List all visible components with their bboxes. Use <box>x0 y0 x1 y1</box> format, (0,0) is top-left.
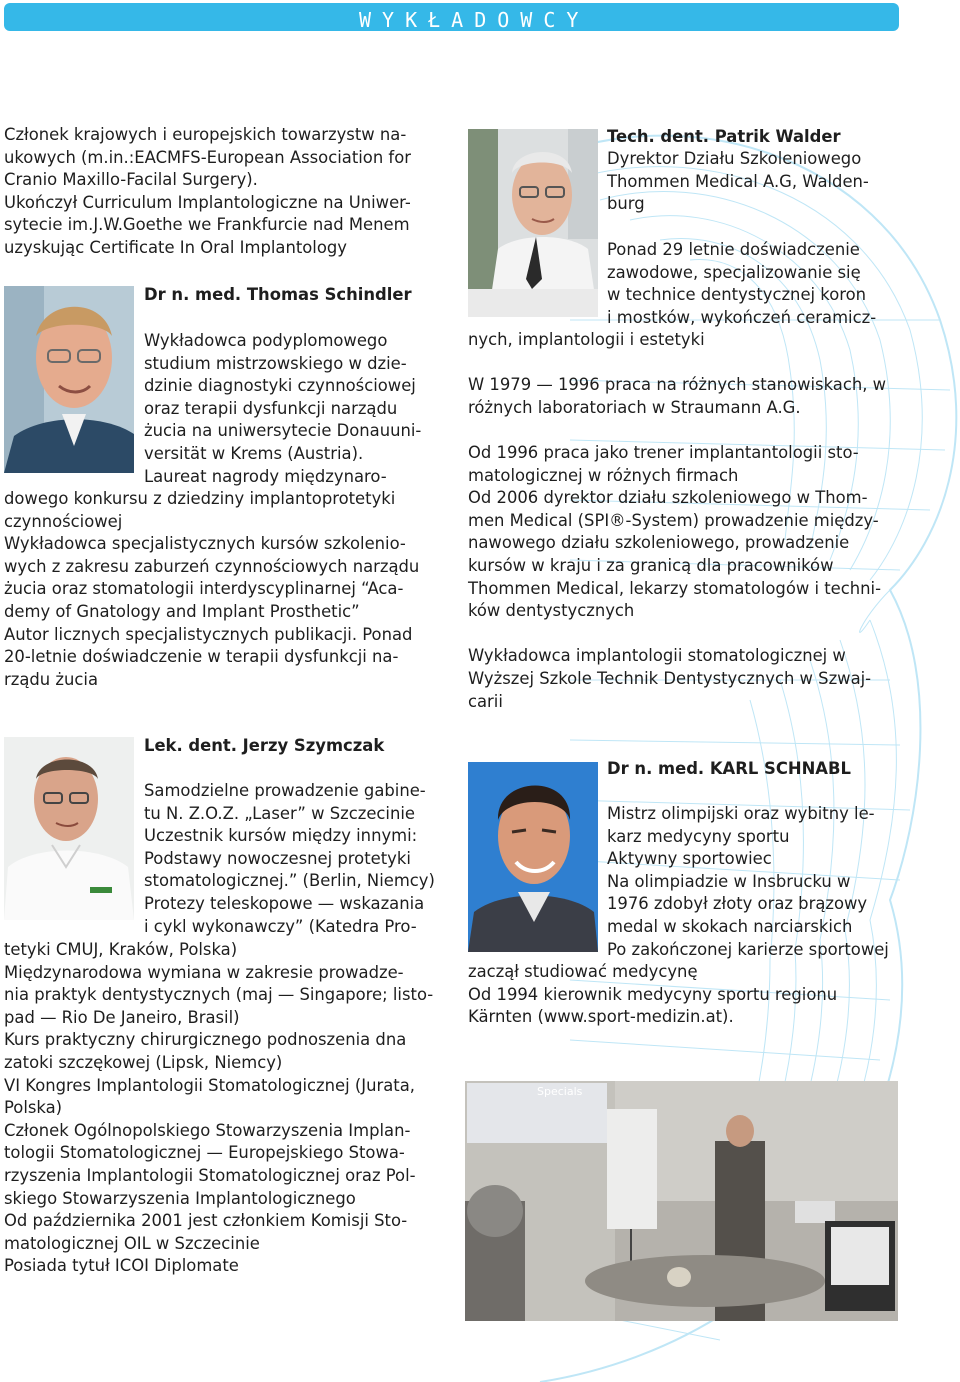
text-line: Posiada tytuł ICOI Diplomate <box>4 1256 239 1276</box>
text-line: Wykładowca implantologii stomatologicznej w <box>468 646 846 666</box>
text-line: Uczestnik kursów między innymi: <box>144 826 418 846</box>
text-line: 20-letnie doświadczenie w terapii dysfunkcji na- <box>4 647 399 667</box>
position-walder <box>607 148 869 216</box>
text-line: Thommen Medical, lekarzy stomatologów i techni- <box>468 578 882 598</box>
bio-schnabl-indented <box>607 803 889 961</box>
text-line: i cykl wykonawczy” (Katedra Pro- <box>144 916 417 936</box>
text-line: Od października 2001 jest członkiem Komisji Sto- <box>4 1211 408 1231</box>
text-line: zatoki szczękowej (Lipsk, Niemcy) <box>4 1052 283 1072</box>
text-line: W 1979 — 1996 praca na różnych stanowiskach, w <box>468 375 887 395</box>
text-line: Po zakończonej karierze sportowej <box>607 939 889 959</box>
text-line: ków dentystycznych <box>468 601 635 621</box>
text-line <box>468 623 886 646</box>
text-line: burg <box>607 194 645 214</box>
portrait-photo-schnabl <box>468 762 598 952</box>
text-line: oraz terapii dysfunkcji narządu <box>144 398 398 418</box>
lecturer-name-schindler: Dr n. med. Thomas Schindler <box>144 285 412 304</box>
text-line: żucia oraz stomatologii interdyscyplinarnej “Aca- <box>4 579 404 599</box>
text-line: Od 2006 dyrektor działu szkoleniowego w Thom- <box>468 488 868 508</box>
text-line: carii <box>468 691 503 711</box>
text-line: Autor licznych specjalistycznych publikacji. Ponad <box>4 624 413 644</box>
text-line: i mostków, wykończeń ceramicz- <box>607 307 877 327</box>
lecturer-name-walder: Tech. dent. Patrik Walder <box>607 127 841 146</box>
intro-text <box>4 124 411 260</box>
text-line: men Medical (SPI®-System) prowadzenie między- <box>468 510 879 530</box>
bio-walder-full <box>468 329 886 713</box>
header-bar <box>4 3 899 31</box>
text-line: karz medycyny sportu <box>607 826 790 846</box>
text-line: skiego Stowarzyszenia Implantologicznego <box>4 1188 356 1208</box>
text-line: Protezy teleskopowe — wskazania <box>144 893 425 913</box>
text-line: w technice dentystycznej koron <box>607 285 867 305</box>
text-line: rządu żucia <box>4 669 98 689</box>
text-line: Wyższej Szkole Technik Dentystycznych w Szwaj- <box>468 668 872 688</box>
text-line: Ukończył Curriculum Implantologiczne na Uniwer- <box>4 192 411 212</box>
text-line: żucia na uniwersytecie Donauuni- <box>144 421 422 441</box>
text-line: Dyrektor Działu Szkoleniowego <box>607 149 862 168</box>
text-line: Polska) <box>4 1098 63 1118</box>
text-line: Mistrz olimpijski oraz wybitny le- <box>607 804 875 823</box>
text-line: matologicznej OIL w Szczecinie <box>4 1233 260 1253</box>
text-line: dzinie diagnostyki czynnościowej <box>144 376 416 396</box>
bio-schnabl-full <box>468 961 837 1029</box>
text-line: 1976 zdobył złoty oraz brązowy <box>607 894 868 914</box>
text-line: nych, implantologii i estetyki <box>468 330 705 349</box>
text-line: różnych laboratoriach w Straumann A.G. <box>468 397 801 417</box>
text-line: Członek Ogólnopolskiego Stowarzyszenia Implan- <box>4 1120 411 1140</box>
text-line: matologicznej w różnych firmach <box>468 465 739 485</box>
text-line <box>468 352 886 375</box>
text-line: wych z zakresu zaburzeń czynnościowych narządu <box>4 556 420 576</box>
text-line: Członek krajowych i europejskich towarzystw na- <box>4 125 407 144</box>
text-line: Podstawy nowoczesnej protetyki <box>144 848 411 868</box>
text-line: uzyskując Certificate In Oral Implantology <box>4 237 347 257</box>
text-line: tetyki CMUJ, Kraków, Polska) <box>4 940 238 959</box>
text-line: Na olimpiadzie w Insbrucku w <box>607 871 851 891</box>
text-line: Laureat nagrody międzynaro- <box>144 466 387 486</box>
text-line: versität w Krems (Austria). <box>144 443 364 463</box>
text-line: Od 1996 praca jako trener implantantologii sto- <box>468 442 859 462</box>
text-line: Thommen Medical A.G, Walden- <box>607 171 869 191</box>
bio-walder-indented <box>607 239 876 329</box>
text-line: dowego konkursu z dziedziny implantoprotetyki <box>4 489 396 508</box>
lecturer-name-szymczak: Lek. dent. Jerzy Szymczak <box>144 736 385 755</box>
seminar-photo <box>465 1081 898 1321</box>
lecturer-name-schnabl: Dr n. med. KARL SCHNABL <box>607 759 851 778</box>
text-line: medal w skokach narciarskich <box>607 916 853 936</box>
text-line: Międzynarodowa wymiana w zakresie prowadze- <box>4 962 404 982</box>
bio-schindler-indented <box>144 330 421 488</box>
text-line: Od 1994 kierownik medycyny sportu regionu <box>468 984 838 1004</box>
text-line: tu N. Z.O.Z. „Laser” w Szczecinie <box>144 803 415 823</box>
text-line: Kärnten (www.sport-medizin.at). <box>468 1007 734 1027</box>
text-line: Wykładowca specjalistycznych kursów szkolenio- <box>4 534 406 554</box>
text-line: tologii Stomatologicznej — Europejskiego Stowa- <box>4 1143 405 1163</box>
text-line: kursów w kraju i za granicą dla pracowników <box>468 555 834 575</box>
portrait-photo-szymczak <box>4 737 134 920</box>
text-line: Ponad 29 letnie doświadczenie <box>607 240 860 259</box>
text-line: Cranio Maxillo-Facilal Surgery). <box>4 170 258 190</box>
text-line: zaczął studiować medycynę <box>468 962 698 981</box>
text-line: zawodowe, specjalizowanie się <box>607 262 861 282</box>
page-title: WYKŁADOWCY <box>359 8 590 32</box>
bio-szymczak-full <box>4 939 433 1278</box>
text-line: Wykładowca podyplomowego <box>144 331 388 350</box>
text-line: nia praktyk dentystycznych (maj — Singapore; listo- <box>4 985 434 1005</box>
text-line: sytecie im.J.W.Goethe we Frankfurcie nad Menem <box>4 215 410 235</box>
text-line: VI Kongres Implantologii Stomatologicznej (Jurata, <box>4 1075 415 1095</box>
text-line: Aktywny sportowiec <box>607 849 772 869</box>
text-line: ukowych (m.in.:EACMFS-European Association for <box>4 147 411 167</box>
text-line: studium mistrzowskiego w dzie- <box>144 353 407 373</box>
text-line: czynnościowej <box>4 511 123 531</box>
text-line: demy of Gnatology and Implant Prosthetic” <box>4 601 360 621</box>
text-line: pad — Rio De Janeiro, Brasil) <box>4 1007 240 1027</box>
text-line: stomatologicznej.” (Berlin, Niemcy) <box>144 871 435 891</box>
text-line: nawowego działu szkoleniowego, prowadzenie <box>468 533 850 553</box>
portrait-photo-schindler <box>4 286 134 473</box>
bio-szymczak-indented <box>144 780 435 938</box>
text-line: Samodzielne prowadzenie gabine- <box>144 781 426 800</box>
text-line <box>468 419 886 442</box>
projection-screen-label: Specials <box>537 1085 583 1098</box>
bio-schindler-full <box>4 488 419 691</box>
text-line: rzyszenia Implantologii Stomatologicznej oraz Pol- <box>4 1165 416 1185</box>
portrait-photo-walder <box>468 129 598 317</box>
text-line: Kurs praktyczny chirurgicznego podnoszenia dna <box>4 1030 407 1050</box>
